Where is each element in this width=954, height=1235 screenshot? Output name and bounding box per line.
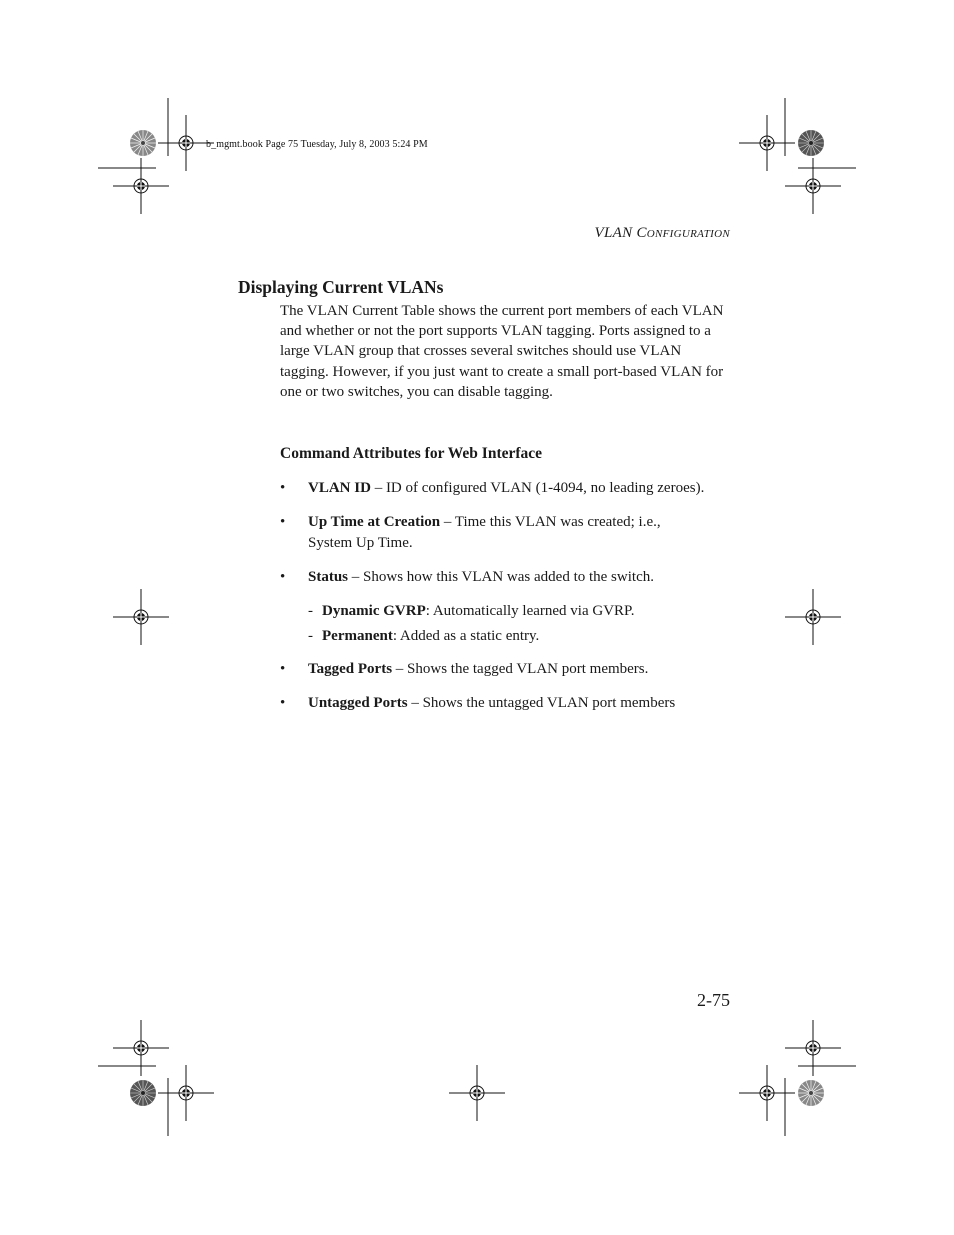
starburst-mark	[130, 1080, 156, 1106]
status-description: : Added as a static entry.	[392, 628, 540, 644]
registration-mark	[449, 1065, 505, 1121]
attribute-item-up-time	[280, 512, 732, 554]
bullet-marker: •	[280, 695, 286, 711]
starburst-mark	[798, 1080, 824, 1106]
status-term: Dynamic GVRP	[322, 603, 426, 619]
print-slug: b_mgmt.book Page 75 Tuesday, July 8, 2003 5:24 PM	[206, 139, 428, 150]
attribute-term: Untagged Ports	[308, 695, 408, 711]
attribute-term: Status	[308, 569, 349, 585]
attribute-description: – Time this VLAN was created; i.e., System Up Time.	[308, 514, 661, 551]
registration-mark	[785, 1020, 841, 1076]
attribute-term: VLAN ID	[308, 480, 371, 496]
attribute-term: Up Time at Creation	[308, 514, 441, 530]
starburst-mark	[798, 130, 824, 156]
subsection-title: Command Attributes for Web Interface	[280, 445, 543, 462]
attribute-item-vlan-id	[280, 478, 732, 499]
registration-mark	[785, 158, 841, 214]
running-head: VLAN Configuration	[594, 225, 730, 241]
dash-marker: -	[308, 628, 313, 644]
intro-paragraph: The VLAN Current Table shows the current port members of each VLAN and whether or not the port supports VLAN tagging. Ports assigned to a large VLAN group that crosses several switches should use VLAN tagging. However, if you just want to create a small port-based VLAN for one or two switches, you can disable tagging.	[280, 303, 724, 400]
registration-mark	[739, 1065, 795, 1121]
status-value-permanent	[308, 626, 732, 647]
page-number: 2-75	[697, 990, 730, 1010]
status-description: : Automatically learned via GVRP.	[425, 603, 635, 619]
attribute-description: – ID of configured VLAN (1-4094, no leading zeroes).	[370, 480, 705, 496]
registration-mark	[113, 1020, 169, 1076]
bullet-marker: •	[280, 514, 286, 530]
attribute-item-untagged-ports	[280, 693, 732, 714]
attribute-term: Tagged Ports	[308, 661, 393, 677]
registration-mark	[113, 589, 169, 645]
starburst-mark	[130, 130, 156, 156]
attribute-description: – Shows the untagged VLAN port members	[407, 695, 676, 711]
registration-mark	[113, 158, 169, 214]
bullet-marker: •	[280, 661, 286, 677]
registration-mark	[785, 589, 841, 645]
attribute-description: – Shows the tagged VLAN port members.	[392, 661, 649, 677]
status-value-dynamic-gvrp	[308, 601, 732, 622]
registration-mark	[739, 115, 795, 171]
section-title: Displaying Current VLANs	[238, 277, 444, 297]
attribute-description: – Shows how this VLAN was added to the switch.	[348, 569, 654, 585]
registration-mark	[158, 1065, 214, 1121]
bullet-marker: •	[280, 569, 286, 585]
attribute-item-tagged-ports	[280, 659, 732, 680]
attribute-item-status	[280, 567, 732, 588]
bullet-marker: •	[280, 480, 286, 496]
status-term: Permanent	[322, 628, 393, 644]
dash-marker: -	[308, 603, 313, 619]
